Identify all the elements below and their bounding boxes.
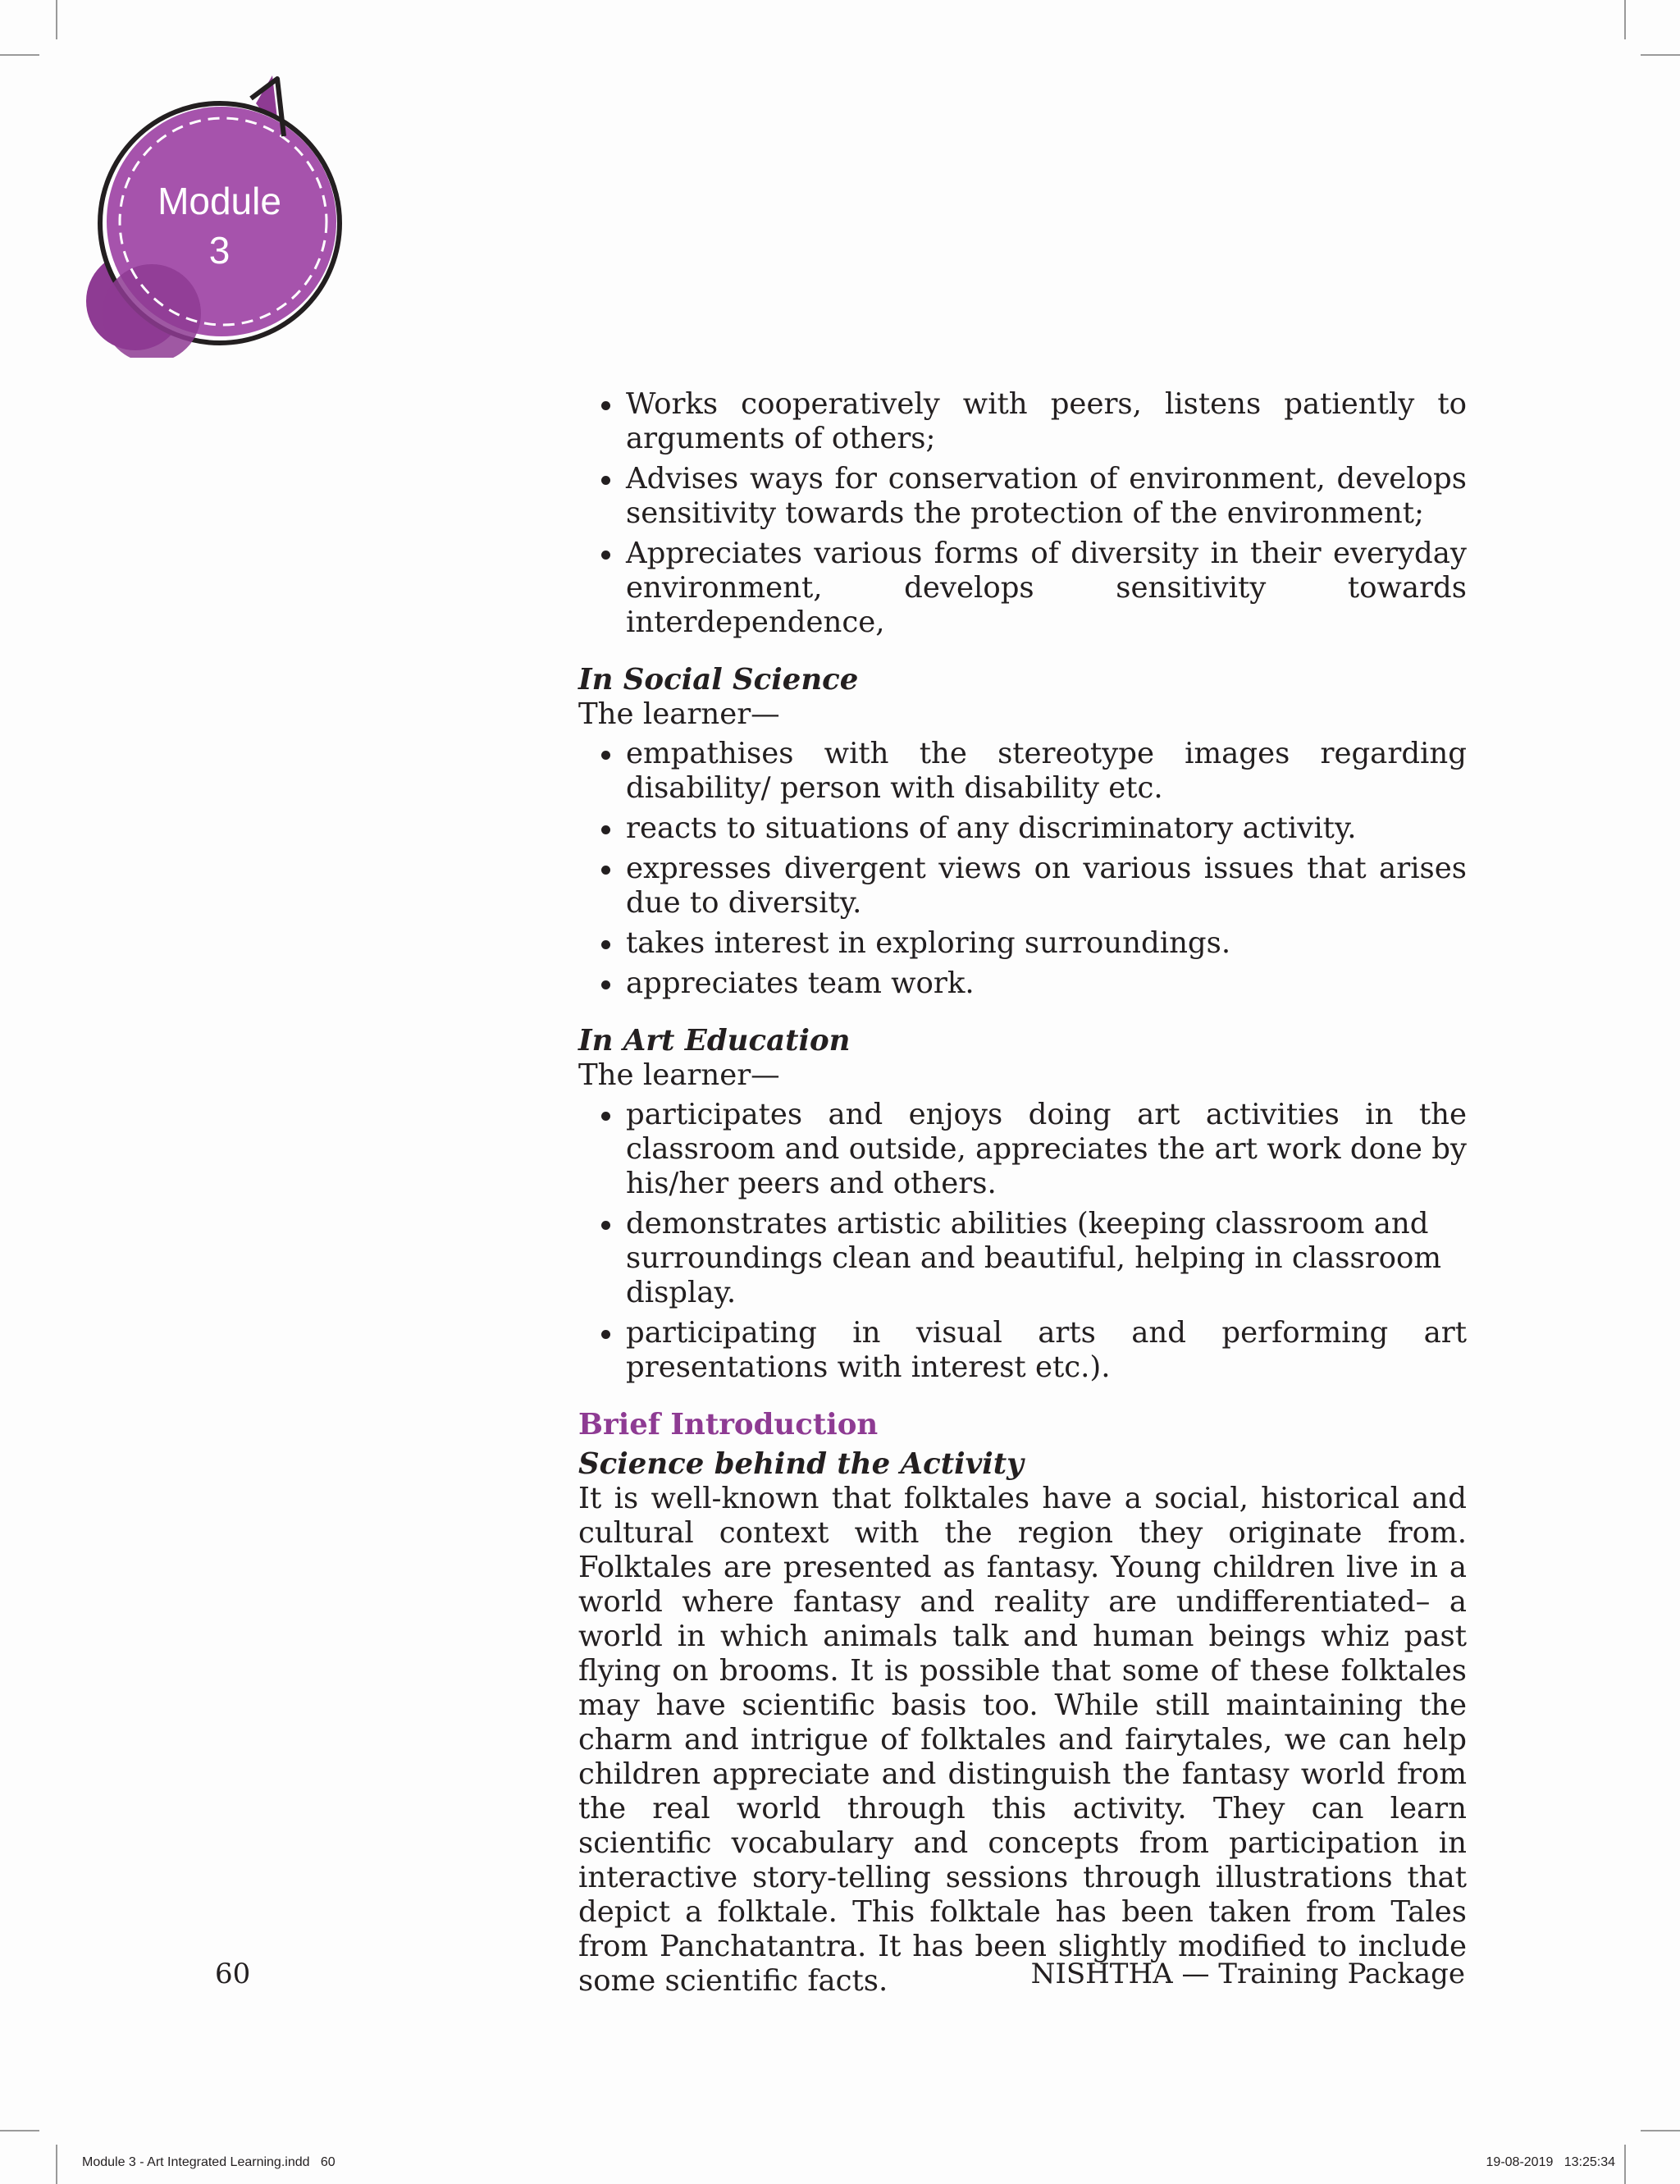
list-item: participating in visual arts and performing art presentations with interest etc.). <box>578 1316 1467 1385</box>
crop-mark <box>1624 2145 1626 2184</box>
science-outcomes-list <box>578 387 1467 640</box>
brief-introduction-heading: Brief Introduction <box>578 1408 879 1442</box>
list-item: demonstrates artistic abilities (keeping classroom and surroundings clean and beautiful, helping in classroom display. <box>578 1207 1467 1310</box>
list-item: empathises with the stereotype images regarding disability/ person with disability etc. <box>578 737 1467 806</box>
art-education-heading: In Art Education <box>578 1024 851 1058</box>
main-content <box>578 387 1467 1999</box>
list-item: Works cooperatively with peers, listens patiently to arguments of others; <box>578 387 1467 456</box>
social-science-list <box>578 737 1467 1001</box>
list-item: takes interest in exploring surroundings. <box>578 926 1467 961</box>
crop-mark <box>56 2145 57 2184</box>
crop-mark <box>1624 0 1626 39</box>
art-education-intro: The learner— <box>578 1058 780 1092</box>
crop-mark <box>56 0 57 39</box>
list-item: appreciates team work. <box>578 966 1467 1001</box>
crop-mark <box>0 2130 39 2131</box>
list-item: expresses divergent views on various issues that arises due to diversity. <box>578 852 1467 921</box>
art-education-list <box>578 1098 1467 1385</box>
module-badge-label <box>123 176 316 275</box>
crop-mark <box>1641 54 1680 56</box>
page-number: 60 <box>215 1958 251 1990</box>
crop-mark <box>1641 2130 1680 2131</box>
crop-mark <box>0 54 39 56</box>
list-item: participates and enjoys doing art activities in the classroom and outside, appreciates the art work done by his/her peers and others. <box>578 1098 1467 1201</box>
list-item: Advises ways for conservation of environment, develops sensitivity towards the protection of the environment; <box>578 462 1467 531</box>
list-item: Appreciates various forms of diversity in their everyday environment, develops sensitivity towards interdependence, <box>578 537 1467 640</box>
intro-paragraph: It is well-known that folktales have a social, historical and cultural context with the region they originate from. Folktales are presented as fantasy. Young children live in a world where fantasy and reality are undifferentiated– a world in which animals talk and human beings whiz past flying on brooms. It is possible that some of these folktales may have scientific basis too. While still maintaining the charm and intrigue of folktales and fairytales, we can help children appreciate and distinguish the fantasy world from the real world through this activity. They can learn scientific vocabulary and concepts from participation in interactive story-telling sessions through illustrations that depict a folktale. This folktale has been taken from Tales from Panchatantra. It has been slightly modified to include some scientific facts. <box>578 1482 1467 1998</box>
module-label: Module <box>158 180 281 222</box>
social-science-heading: In Social Science <box>578 663 859 697</box>
list-item: reacts to situations of any discriminatory activity. <box>578 811 1467 846</box>
science-behind-activity-heading: Science behind the Activity <box>578 1447 1024 1481</box>
slug-timestamp: 19-08-2019 13:25:34 <box>1486 2155 1615 2169</box>
social-science-intro: The learner— <box>578 697 780 731</box>
slug-filename: Module 3 - Art Integrated Learning.indd 60 <box>82 2155 336 2169</box>
footer-title: NISHTHA — Training Package <box>1030 1958 1465 1990</box>
module-number: 3 <box>208 229 231 272</box>
